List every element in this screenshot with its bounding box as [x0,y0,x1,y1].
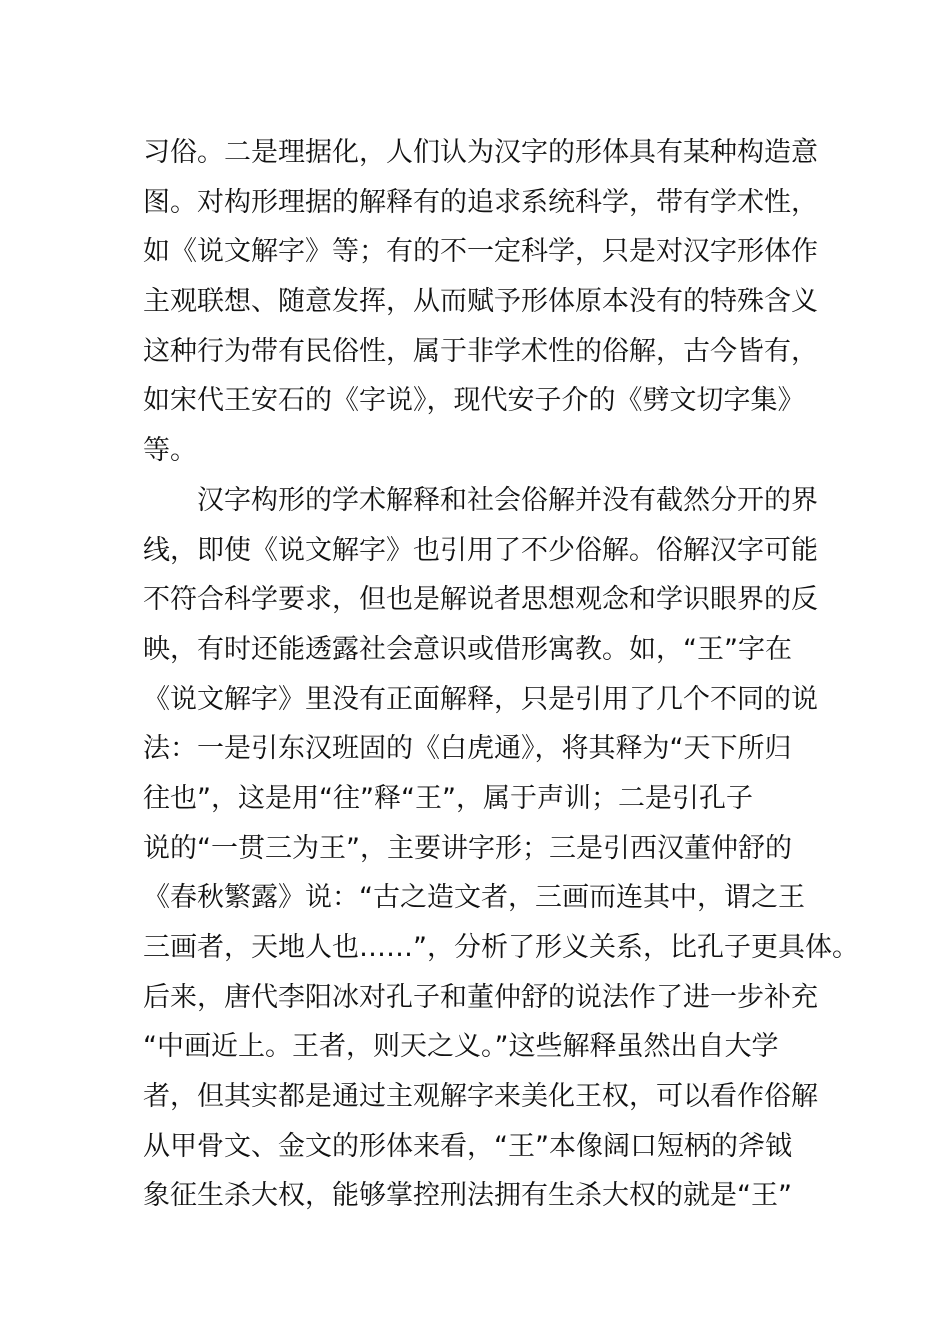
text-line: 《说文解字》里没有正面解释，只是引用了几个不同的说 [143,683,818,715]
text-line: 往也”，这是用“往”释“王”，属于声训；二是引孔子 [143,782,753,814]
text-line: 等。 [143,435,197,467]
text-line: 法：一是引东汉班固的《白虎通》，将其释为“天下所归 [143,733,792,765]
body-text [143,128,859,1221]
text-line: 习俗。二是理据化，人们认为汉字的形体具有某种构造意 [143,137,818,168]
text-line: 从甲骨文、金文的形体来看，“王”本像阔口短柄的斧钺 [143,1130,792,1162]
text-line: 如《说文解字》等；有的不一定科学，只是对汉字形体作 [143,236,818,268]
text-line: 这种行为带有民俗性，属于非学术性的俗解，古今皆有， [143,335,818,367]
text-line: “中画近上。王者，则天之义。”这些解释虽然出自大学 [143,1031,779,1063]
text-line: 主观联想、随意发挥，从而赋予形体原本没有的特殊含义 [143,286,818,318]
paragraph-first-line: 汉字构形的学术解释和社会俗解并没有截然分开的界 [197,484,818,516]
text-line: 图。对构形理据的解释有的追求系统科学，带有学术性， [143,186,818,218]
text-line: 象征生杀大权，能够掌控刑法拥有生杀大权的就是“王” [143,1180,792,1212]
text-line: 者，但其实都是通过主观解字来美化王权，可以看作俗解 [143,1081,818,1113]
text-line: 不符合科学要求，但也是解说者思想观念和学识眼界的反 [143,584,818,616]
text-line: 如宋代王安石的《字说》，现代安子介的《劈文切字集》 [143,385,805,417]
text-line: 映，有时还能透露社会意识或借形寓教。如，“王”字在 [143,633,792,665]
text-line: 后来，唐代李阳冰对孔子和董仲舒的说法作了进一步补充 [143,981,818,1013]
text-line: 线，即使《说文解字》也引用了不少俗解。俗解汉字可能 [143,534,818,566]
text-line: 三画者，天地人也……”，分析了形义关系，比孔子更具体。 [143,932,859,963]
text-line: 说的“一贯三为王”，主要讲字形；三是引西汉董仲舒的 [143,832,792,864]
text-line: 《春秋繁露》说：“古之造文者，三画而连其中，谓之王 [143,882,805,914]
